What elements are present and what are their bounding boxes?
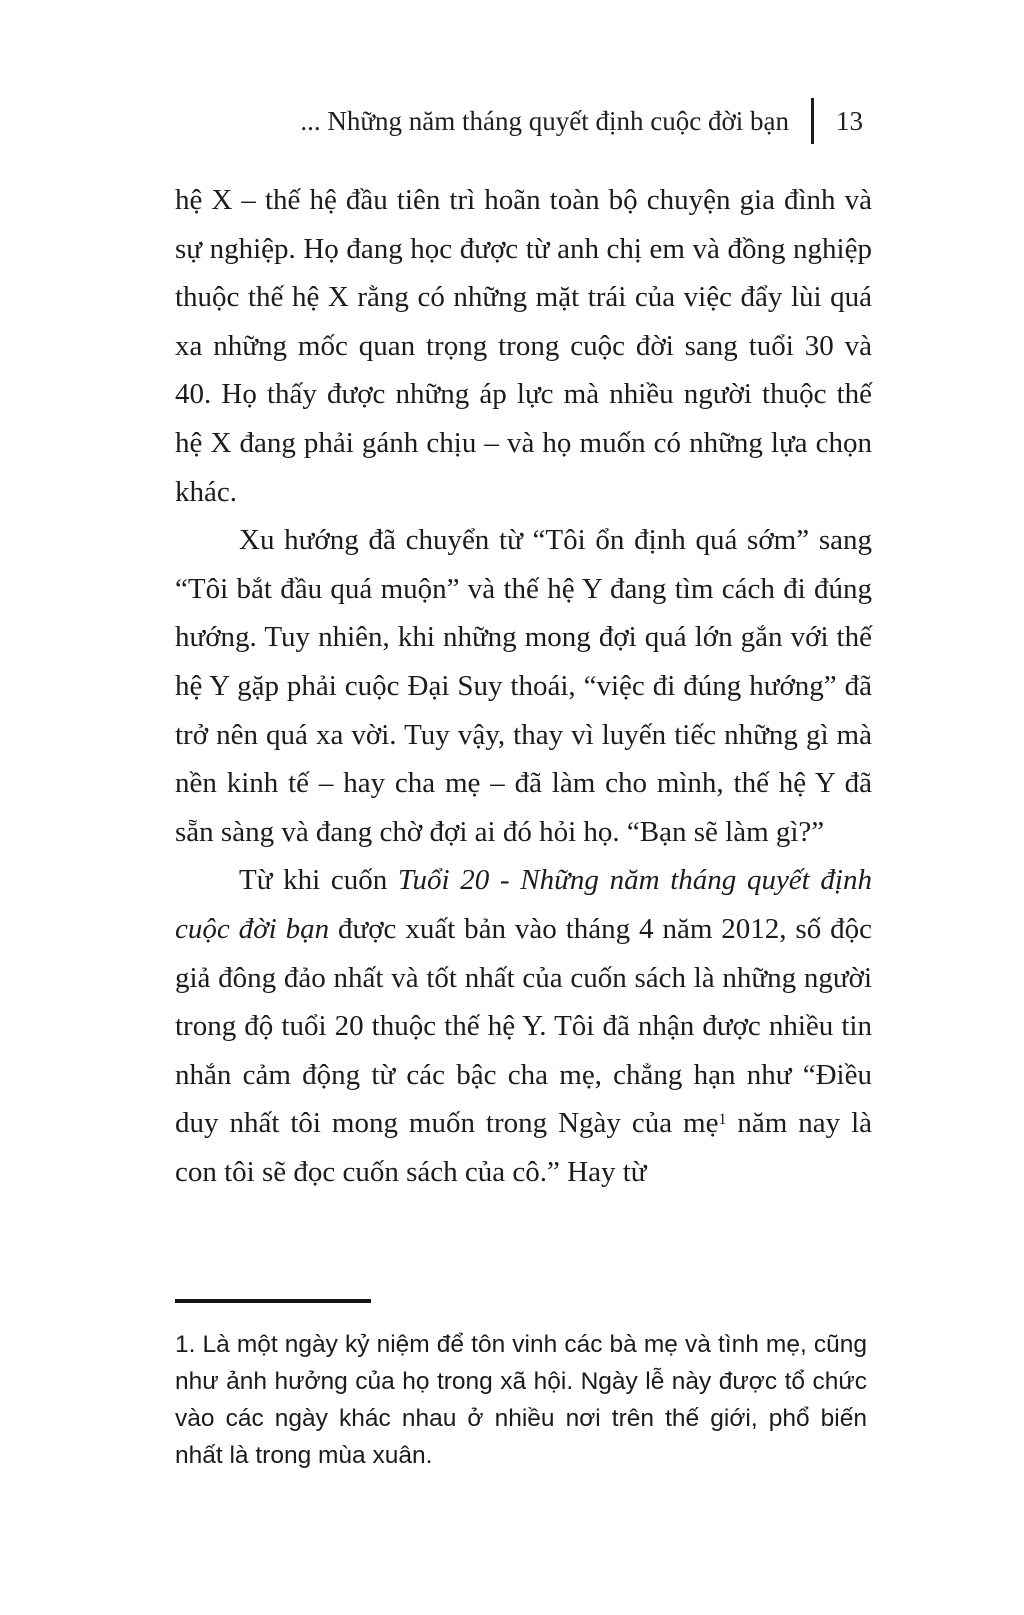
text-segment: năm nay là con tôi sẽ đọc cuốn sách của cô.” Hay từ	[175, 1107, 872, 1188]
running-header	[175, 98, 872, 144]
header-divider	[811, 98, 814, 144]
text-segment: hệ X – thế hệ đầu tiên trì hoãn toàn bộ chuyện gia đình và sự nghiệp. Họ đang học được từ anh chị em và đồng nghiệp thuộc thế hệ X rằng có những mặt trái của việc đẩy lùi quá xa những mốc quan trọng trong cuộc đời sang tuổi 30 và 40. Họ thấy được những áp lực mà nhiều người thuộc thế hệ X đang phải gánh chịu – và họ muốn có những lựa chọn khác.	[175, 184, 872, 508]
footnote-divider	[175, 1299, 371, 1303]
running-header-title: ... Những năm tháng quyết định cuộc đời bạn	[300, 105, 789, 136]
text-segment: Xu hướng đã chuyển từ “Tôi ổn định quá sớm” sang “Tôi bắt đầu quá muộn” và thế hệ Y đang tìm cách đi đúng hướng. Tuy nhiên, khi những mong đợi quá lớn gắn với thế hệ Y gặp phải cuộc Đại Suy thoái, “việc đi đúng hướng” đã trở nên quá xa vời. Tuy vậy, thay vì luyến tiếc những gì mà nền kinh tế – hay cha mẹ – đã làm cho mình, thế hệ Y đã sẵn sàng và đang chờ đợi ai đó hỏi họ. “Bạn sẽ làm gì?”	[175, 524, 872, 848]
footnote-text: 1. Là một ngày kỷ niệm để tôn vinh các bà mẹ và tình mẹ, cũng như ảnh hưởng của họ trong xã hội. Ngày lễ này được tổ chức vào các ngày khác nhau ở nhiều nơi trên thế giới, phổ biến nhất là trong mùa xuân.	[175, 1331, 867, 1469]
paragraph	[175, 516, 872, 856]
body-text	[175, 176, 872, 1196]
text-segment: được xuất bản vào tháng 4 năm 2012, số độc giả đông đảo nhất và tốt nhất của cuốn sách là những người trong độ tuổi 20 thuộc thế hệ Y. Tôi đã nhận được nhiều tin nhắn cảm động từ các bậc cha mẹ, chẳng hạn như “Điều duy nhất tôi mong muốn trong Ngày của mẹ	[175, 912, 872, 1140]
book-title-segment: Tuổi 20 - Những năm tháng quyết định cuộc đời bạn	[175, 864, 872, 945]
paragraph	[175, 856, 872, 1196]
page-number: 13	[836, 105, 863, 136]
footnote-reference: 1	[718, 1110, 727, 1128]
text-segment: Từ khi cuốn	[239, 864, 398, 897]
paragraph	[175, 176, 872, 516]
